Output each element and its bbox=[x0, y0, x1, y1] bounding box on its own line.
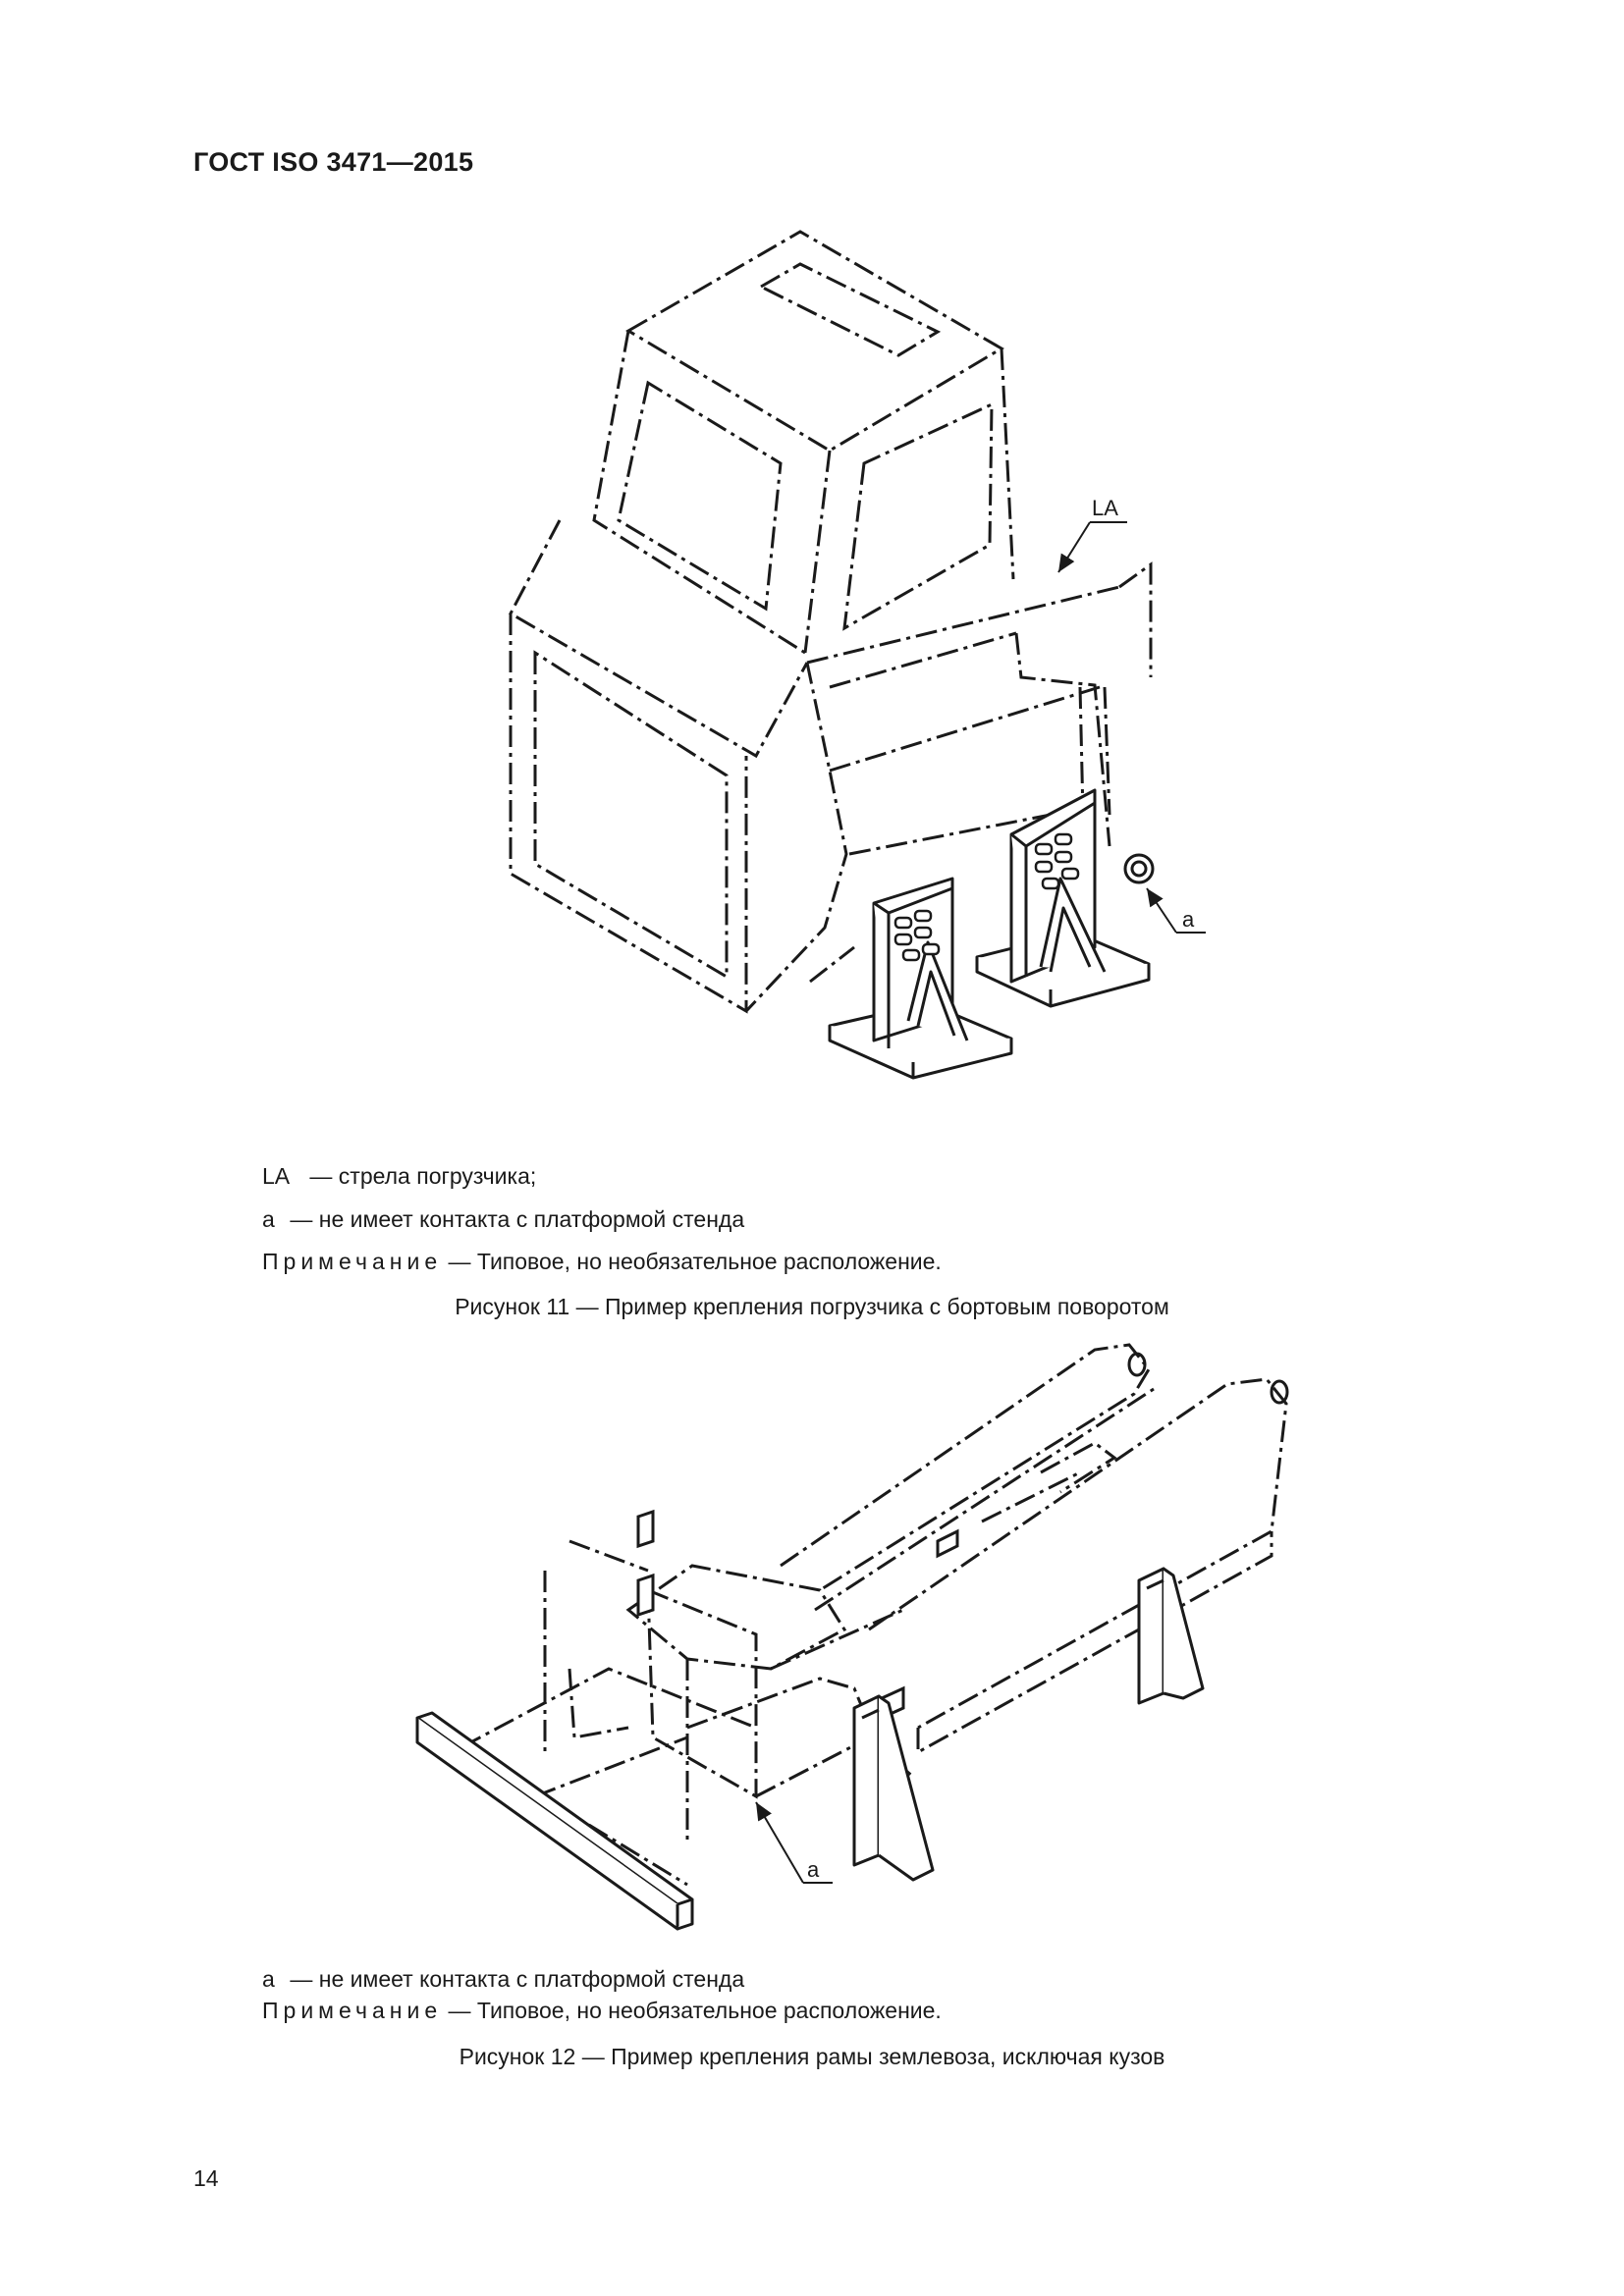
figure-12-caption: Рисунок 12 — Пример крепления рамы землевоза, исключая кузов bbox=[459, 2044, 1165, 2069]
callout-a-fig11-label: a bbox=[1182, 907, 1195, 932]
figure-11-drawing bbox=[0, 216, 1624, 1148]
support-stand-left bbox=[830, 879, 1011, 1078]
callout-a-fig11 bbox=[1147, 888, 1206, 933]
callout-a-fig12 bbox=[756, 1802, 833, 1883]
support-stand-front bbox=[854, 1696, 933, 1880]
legend-key: a bbox=[262, 1966, 275, 1992]
figure-12-note bbox=[262, 1998, 942, 2024]
note-label: Примечание bbox=[262, 1998, 443, 2023]
legend-text: — не имеет контакта с платформой стенда bbox=[290, 1966, 745, 1992]
figure-12-legend-item bbox=[262, 1966, 744, 1993]
figure-11-note bbox=[262, 1249, 942, 1275]
figure-12-drawing bbox=[0, 1325, 1624, 1953]
frame-end-pins bbox=[1129, 1354, 1287, 1403]
callout-a-fig12-label: a bbox=[807, 1857, 820, 1882]
arm-pin bbox=[1125, 855, 1153, 882]
legend-key: LA bbox=[262, 1163, 291, 1189]
note-text: — Типовое, но необязательное расположение. bbox=[448, 1249, 942, 1274]
note-label: Примечание bbox=[262, 1249, 443, 1274]
callout-la bbox=[1058, 522, 1127, 572]
note-text: — Типовое, но необязательное расположение. bbox=[448, 1998, 942, 2023]
legend-text: — не имеет контакта с платформой стенда bbox=[290, 1206, 745, 1232]
legend-key: a bbox=[262, 1206, 275, 1232]
callout-la-label: LA bbox=[1092, 496, 1118, 520]
document-header: ГОСТ ISO 3471—2015 bbox=[193, 147, 474, 177]
support-stand-rear bbox=[1139, 1569, 1203, 1703]
legend-text: — стрела погрузчика; bbox=[309, 1163, 537, 1189]
page-number: 14 bbox=[193, 2165, 219, 2191]
figure-11-caption: Рисунок 11 — Пример крепления погрузчика с бортовым поворотом bbox=[455, 1294, 1169, 1319]
front-bumper bbox=[417, 1713, 692, 1929]
figure-11-legend-item bbox=[262, 1163, 536, 1190]
loader-cab bbox=[594, 232, 1013, 653]
figure-11-legend-item bbox=[262, 1206, 744, 1233]
